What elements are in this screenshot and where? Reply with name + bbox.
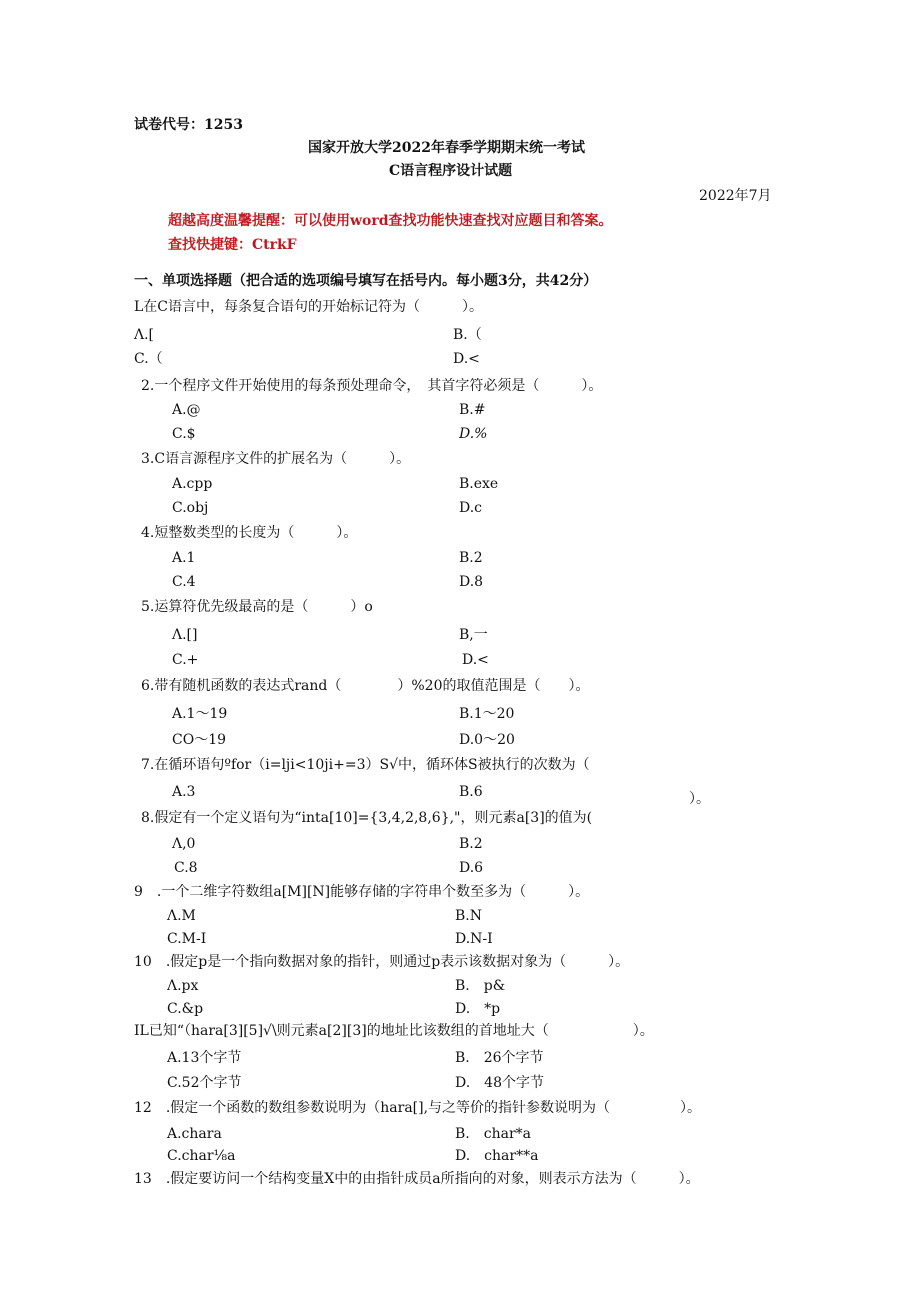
option-a: Λ.px [167,978,199,994]
question-stem: IL已知“（hara[3][5]√\则元素a[2][3]的地址比该数组的首地址大（ ）。 [134,1023,654,1039]
option-d: D.c [459,500,483,516]
exam-date: 2022年7月 [699,188,772,204]
option-d: D.N-I [455,931,493,947]
option-b: B.N [455,908,482,924]
option-d: D.< [453,351,480,367]
question-stem: 2.一个程序文件开始使用的每条预处理命令， 其首字符必须是（ ）。 [141,378,603,394]
question-stem: 12 .假定一个函数的数组参数说明为（hara[],与之等价的指针参数说明为（ ）。 [134,1100,702,1116]
paper-code: 试卷代号：1253 [134,117,243,133]
option-a: Λ,0 [172,836,196,852]
option-c: C.$ [172,426,196,442]
option-c: C.52个字节 [167,1075,242,1091]
option-b: B.2 [459,550,483,566]
option-d: D.0～20 [459,732,515,748]
question-stem: 8.假定有一个定义语句为“inta[10]={3,4,2,8,6},"，则元素a[3]的值为( [141,810,593,826]
option-c: C.+ [172,652,199,668]
option-b: B. p& [455,978,506,994]
question-stem: 10 .假定p是一个指向数据对象的指针，则通过p表示该数据对象为（ ）。 [134,954,630,970]
option-b: B. char*a [455,1126,531,1142]
option-a: Λ.[] [172,627,198,643]
option-d: D. 48个字节 [455,1075,544,1091]
option-a: A.chara [167,1126,222,1142]
option-a: A.@ [172,402,201,418]
option-d: D.6 [459,860,484,876]
option-c: C.8 [174,860,198,876]
option-a: Λ.M [167,908,196,924]
question-stem: 7.在循环语句ºfor（i=lji<10ji+=3）S√中，循环体S被执行的次数为（ [141,757,590,773]
option-b: B.（ [453,327,482,343]
option-c: C.（ [134,351,163,367]
option-a: A.1 [172,550,196,566]
question-stem: 4.短整数类型的长度为（ ）。 [141,525,358,541]
option-d: D. *p [455,1001,501,1017]
section-heading: 一、单项选择题（把合适的选项编号填写在括号内。每小题3分，共42分） [134,273,598,289]
option-b: B.exe [459,476,499,492]
question-stem: 5.运算符优先级最高的是（ ）o [141,599,373,615]
question-closing-bracket: ）。 [689,791,710,807]
university-title: 国家开放大学2022年春季学期期末统一考试 [308,140,585,156]
option-c: CO～19 [172,732,227,748]
option-a: Λ.[ [134,327,155,343]
question-stem: 13 .假定要访问一个结构变量X中的由指针成员a所指向的对象，则表示方法为（ ）。 [134,1171,700,1187]
option-c: C.obj [172,500,209,516]
option-b: B,一 [459,627,488,643]
option-b: B.# [459,402,486,418]
question-stem: 3.C语言源程序文件的扩展名为（ ）。 [141,451,411,467]
option-c: C.4 [172,574,196,590]
search-shortcut: 查找快捷键：CtrkF [168,237,297,253]
option-c: C.&p [167,1001,204,1017]
question-stem: L在C语言中，每条复合语句的开始标记符为（ ）。 [134,299,484,315]
option-a: A.3 [172,784,196,800]
option-b: B. 26个字节 [455,1050,544,1066]
option-b: B.1～20 [459,706,515,722]
option-d: D.< [462,652,489,668]
course-title: C语言程序设计试题 [389,163,513,179]
option-a: A.1～19 [172,706,228,722]
option-b: B.6 [459,784,483,800]
option-a: A.13个字节 [167,1050,242,1066]
option-b: B.2 [459,836,483,852]
option-d: D.8 [459,574,484,590]
option-d: D. char**a [455,1148,539,1164]
option-d: D.% [459,426,488,442]
search-tip: 超越高度温馨提醒：可以使用word查找功能快速查找对应题目和答案。 [168,213,613,229]
question-stem: 9 .一个二维字符数组a[M][N]能够存储的字符串个数至多为（ ）。 [134,884,590,900]
option-c: C.M-I [167,931,207,947]
option-a: A.cpp [172,476,213,492]
question-stem: 6.带有随机函数的表达式rand（ ）%20的取值范围是（ ）。 [141,678,590,694]
option-c: C.char⅛a [167,1148,236,1164]
